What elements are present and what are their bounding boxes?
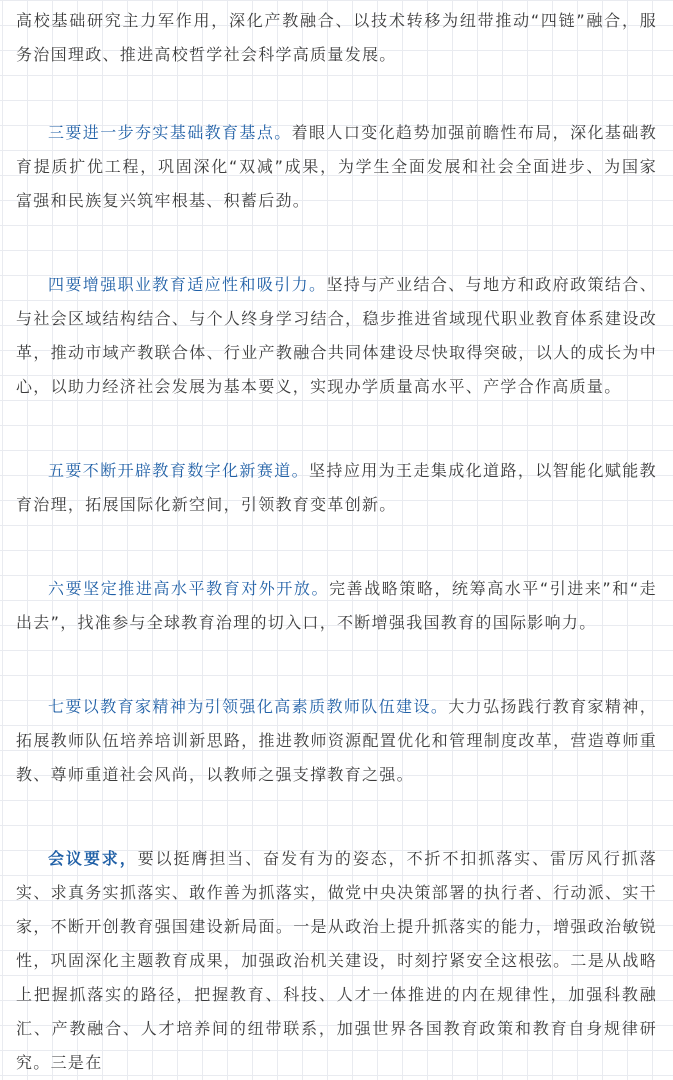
paragraph-lead: 七要以教育家精神为引领强化高素质教师队伍建设。 xyxy=(48,697,449,716)
paragraph-text: 完善战略策略，统筹高水平“引进来”和“走出去”，找准参与全球教育治理的切入口，不断增强我国教育的国际影响力。 xyxy=(16,579,657,632)
paragraph-text: 着眼人口变化趋势加强前瞻性布局，深化基础教育提质扩优工程，巩固深化“双减”成果，为学生全面发展和社会全面进步、为国家富强和民族复兴筑牢根基、积蓄后劲。 xyxy=(16,123,657,210)
paragraph-lead: 六要坚定推进高水平教育对外开放。 xyxy=(48,579,330,598)
paragraph-text: 坚持与产业结合、与地方和政府政策结合、与社会区域结构结合、与个人终身学习结合，稳步推进省域现代职业教育体系建设改革，推动市域产教联合体、行业产教融合共同体建设尽快取得突破，以人的成长为中心，以助力经济社会发展为基本要义，实现办学质量高水平、产学合作高质量。 xyxy=(16,275,657,396)
paragraph-lead: 会议要求， xyxy=(48,849,138,868)
paragraph-vocational-education xyxy=(16,268,657,404)
paragraph-text: 坚持应用为王走集成化道路，以智能化赋能教育治理，拓展国际化新空间，引领教育变革创新。 xyxy=(16,461,657,514)
paragraph-text: 要以挺膺担当、奋发有为的姿态，不折不扣抓落实、雷厉风行抓落实、求真务实抓落实、敢作善为抓落实，做党中央决策部署的执行者、行动派、实干家，不断开创教育强国建设新局面。一是从政治上提升抓落实的能力，增强政治敏锐性，巩固深化主题教育成果，加强政治机关建设，时刻拧紧安全这根弦。二是从战略上把握抓落实的路径，把握教育、科技、人才一体推进的内在规律性，加强科教融汇、产教融合、人才培养间的纽带联系，加强世界各国教育政策和教育自身规律研究。三是在 xyxy=(16,849,657,1072)
paragraph-meeting-requirements xyxy=(16,842,657,1080)
paragraph-continuation xyxy=(16,4,657,72)
paragraph-basic-education xyxy=(16,116,657,218)
paragraph-opening-up xyxy=(16,572,657,640)
paragraph-lead: 三要进一步夯实基础教育基点。 xyxy=(48,123,292,142)
paragraph-text: 高校基础研究主力军作用，深化产教融合、以技术转移为纽带推动“四链”融合，服务治国理政、推进高校哲学社会科学高质量发展。 xyxy=(16,11,657,64)
paragraph-text: 大力弘扬践行教育家精神，拓展教师队伍培养培训新思路，推进教师资源配置优化和管理制度改革，营造尊师重教、尊师重道社会风尚，以教师之强支撑教育之强。 xyxy=(16,697,657,784)
paragraph-teachers xyxy=(16,690,657,792)
paragraph-digitalization xyxy=(16,454,657,522)
paragraph-lead: 五要不断开辟教育数字化新赛道。 xyxy=(48,461,310,480)
paragraph-lead: 四要增强职业教育适应性和吸引力。 xyxy=(48,275,327,294)
